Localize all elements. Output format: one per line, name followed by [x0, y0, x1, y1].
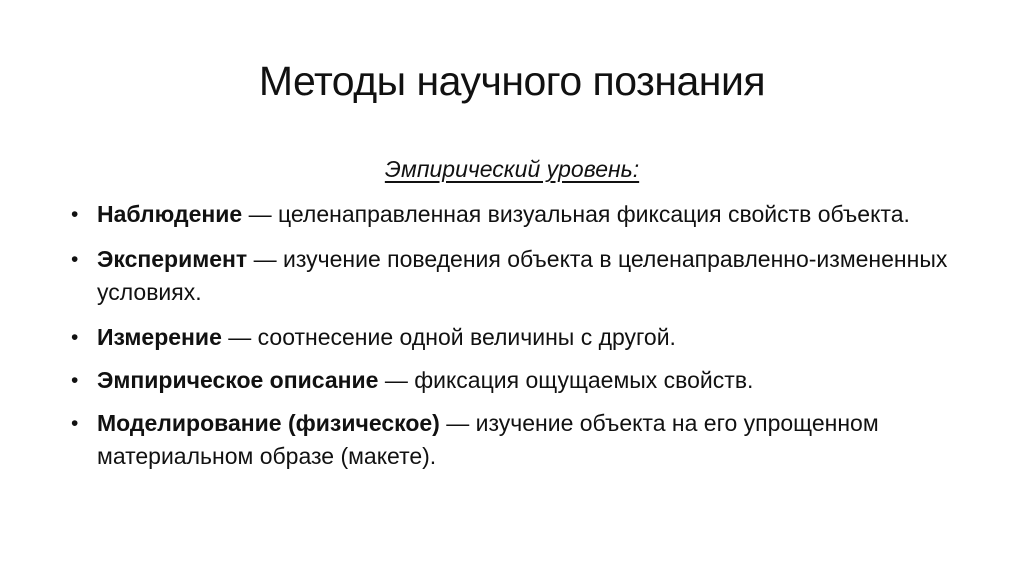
- bullet-term: Наблюдение: [97, 201, 243, 227]
- bullet-icon: •: [71, 369, 79, 392]
- bullet-item-experiment: [68, 243, 968, 309]
- slide-title: Методы научного познания: [258, 58, 766, 104]
- bullet-definition: — целенаправленная визуальная фиксация свойств объекта.: [242, 201, 910, 227]
- bullet-item-measurement: [68, 321, 968, 354]
- bullet-list: [68, 198, 968, 485]
- bullet-definition: — соотнесение одной величины с другой.: [221, 324, 676, 350]
- slide-subtitle: Эмпирический уровень:: [384, 156, 640, 182]
- bullet-term: Моделирование (физическое): [97, 410, 440, 436]
- bullet-term: Эмпирическое описание: [97, 367, 379, 393]
- bullet-definition: — изучение объекта на его упрощенном материальном образе (макете).: [97, 410, 879, 469]
- bullet-term: Измерение: [97, 324, 222, 350]
- bullet-icon: •: [71, 412, 79, 435]
- bullet-item-empirical-description: [68, 364, 968, 397]
- bullet-definition: — фиксация ощущаемых свойств.: [378, 367, 754, 393]
- bullet-definition: — изучение поведения объекта в целенаправленно-измененных условиях.: [97, 246, 948, 305]
- bullet-term: Эксперимент: [97, 246, 248, 272]
- bullet-item-observation: [68, 198, 968, 231]
- bullet-item-modeling: [68, 407, 968, 473]
- bullet-icon: •: [71, 203, 79, 226]
- bullet-icon: •: [71, 248, 79, 271]
- bullet-icon: •: [71, 326, 79, 349]
